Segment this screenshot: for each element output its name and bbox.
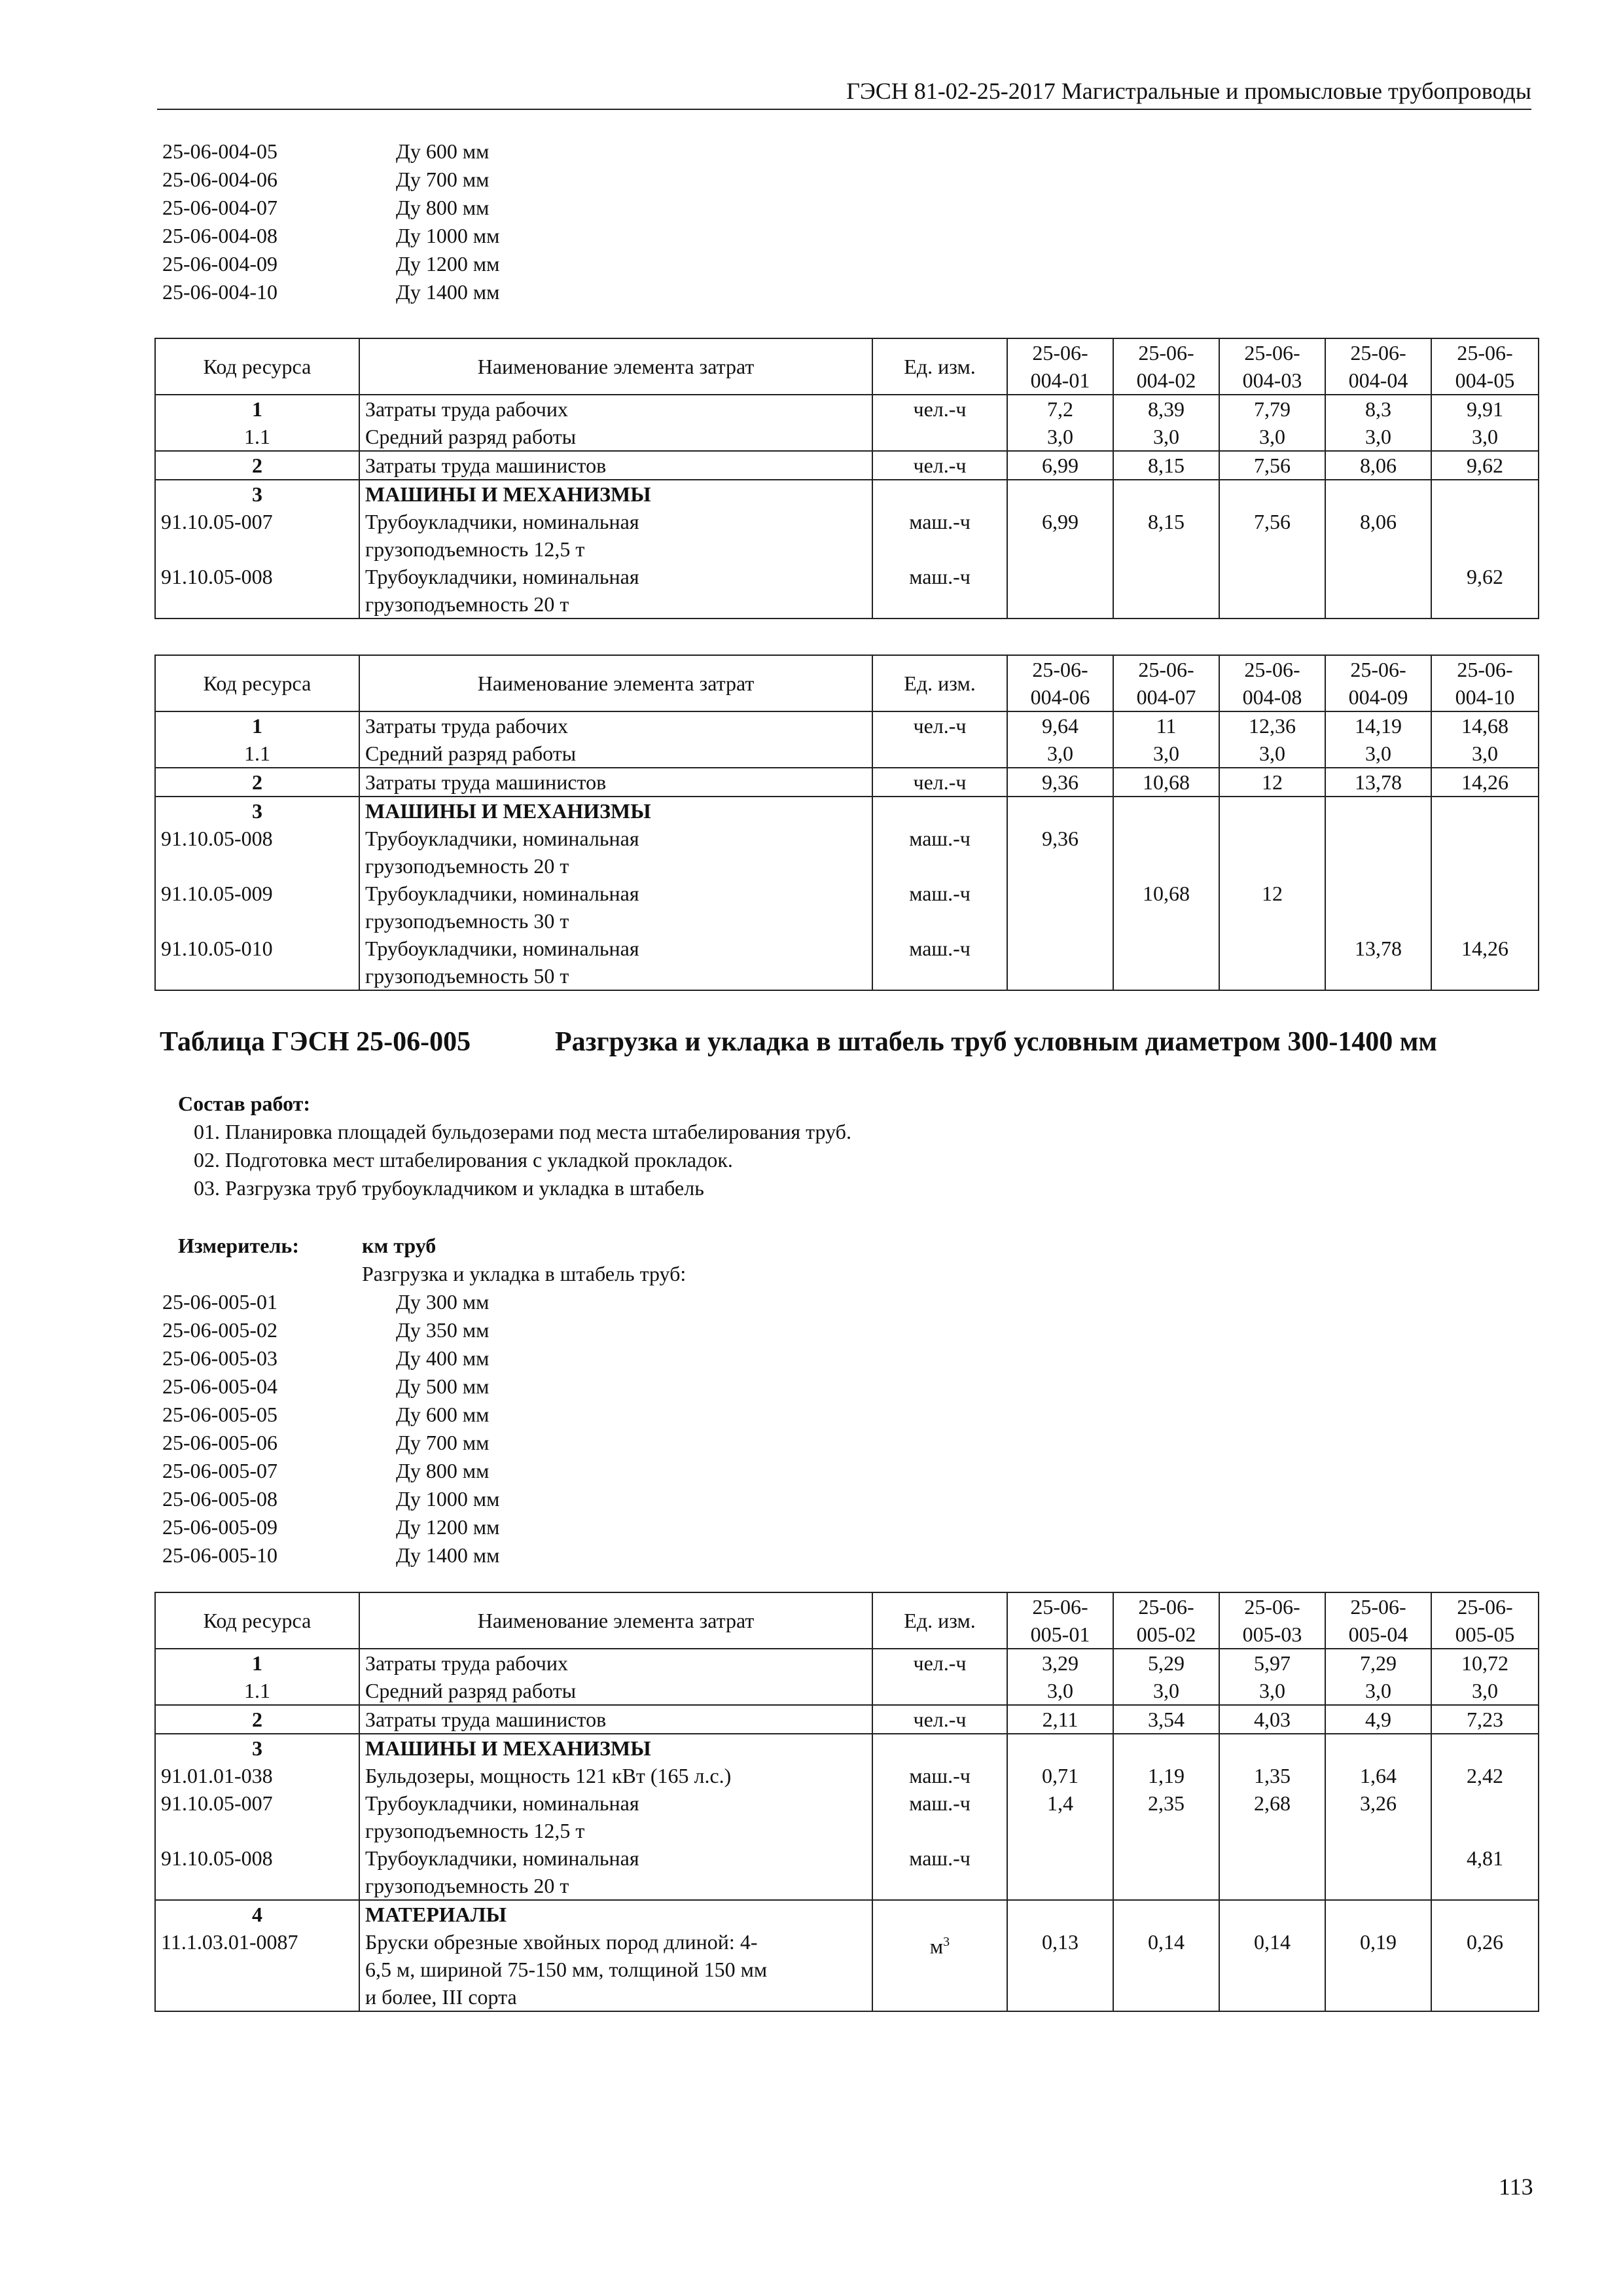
table-row: 1 Затраты труда рабочих чел.-ч 3,29 5,29 5,97 7,29 10,72 [155, 1649, 1539, 1677]
list-item: 25-06-005-01 Ду 300 мм [162, 1290, 490, 1314]
list-item: 25-06-005-04 Ду 500 мм [162, 1374, 490, 1398]
work-item: 02. Подготовка мест штабелирования с укладкой прокладок. [194, 1148, 733, 1172]
norms-table-004-a [154, 338, 1539, 619]
table-row: 3 МАШИНЫ И МЕХАНИЗМЫ [155, 797, 1539, 825]
list-item: 25-06-005-07 Ду 800 мм [162, 1459, 490, 1482]
page-number: 113 [1499, 2174, 1533, 2200]
table-title: Разгрузка и укладка в штабель труб условным диаметром 300-1400 мм [555, 1027, 1438, 1057]
page-header: ГЭСН 81-02-25-2017 Магистральные и промысловые трубопроводы [157, 77, 1531, 110]
table-header-row: Код ресурса Наименование элемента затрат Ед. изм. 25-06- 004-01 25-06- 004-02 25-06- 004-03 25-06- 004-04 25-06- 004-05 [155, 338, 1539, 395]
measurement-value: км труб [362, 1234, 437, 1257]
norms-table-004-b [154, 655, 1539, 991]
list-item: 25-06-004-08 Ду 1000 мм [162, 224, 500, 247]
measurement-description: Разгрузка и укладка в штабель труб: [362, 1262, 687, 1285]
resource-list-top [162, 137, 499, 306]
table-row: 91.10.05-007 Трубоукладчики, номинальная грузоподъемность 12,5 т маш.-ч 1,4 2,35 2,68 3,26 [155, 1789, 1539, 1844]
table-row: 91.10.05-008 Трубоукладчики, номинальная грузоподъемность 20 т маш.-ч 9,36 [155, 825, 1539, 880]
list-item: 25-06-005-10 Ду 1400 мм [162, 1543, 500, 1567]
table-row: 3 МАШИНЫ И МЕХАНИЗМЫ [155, 1734, 1539, 1762]
list-item: 25-06-005-06 Ду 700 мм [162, 1431, 490, 1454]
table-row: 91.10.05-007 Трубоукладчики, номинальная грузоподъемность 12,5 т маш.-ч 6,99 8,15 7,56 8,06 [155, 508, 1539, 563]
table-row: 1 Затраты труда рабочих чел.-ч 7,2 8,39 7,79 8,3 9,91 [155, 395, 1539, 423]
table-row: 3 МАШИНЫ И МЕХАНИЗМЫ [155, 480, 1539, 508]
table-row: 2 Затраты труда машинистов чел.-ч 6,99 8,15 7,56 8,06 9,62 [155, 451, 1539, 480]
table-row: 91.10.05-008 Трубоукладчики, номинальная грузоподъемность 20 т маш.-ч 9,62 [155, 563, 1539, 619]
table-row: 91.10.05-010 Трубоукладчики, номинальная грузоподъемность 50 т маш.-ч 13,78 14,26 [155, 935, 1539, 990]
measurement-unit [178, 1232, 686, 1288]
table-row: 2 Затраты труда машинистов чел.-ч 2,11 3,54 4,03 4,9 7,23 [155, 1705, 1539, 1734]
table-row: 1.1 Средний разряд работы 3,0 3,0 3,0 3,0 3,0 [155, 423, 1539, 451]
list-item: 25-06-004-07 Ду 800 мм [162, 196, 490, 219]
list-item: 25-06-005-03 Ду 400 мм [162, 1346, 490, 1370]
work-item: 01. Планировка площадей бульдозерами под места штабелирования труб. [194, 1120, 851, 1143]
section-title [160, 1026, 1438, 1058]
table-row: 2 Затраты труда машинистов чел.-ч 9,36 10,68 12 13,78 14,26 [155, 768, 1539, 797]
table-row: 91.01.01-038 Бульдозеры, мощность 121 кВт (165 л.с.) маш.-ч 0,71 1,19 1,35 1,64 2,42 [155, 1762, 1539, 1789]
table-header-row: Код ресурса Наименование элемента затрат Ед. изм. 25-06- 004-06 25-06- 004-07 25-06- 004-08 25-06- 004-09 25-06- 004-10 [155, 655, 1539, 711]
table-row: 91.10.05-009 Трубоукладчики, номинальная грузоподъемность 30 т маш.-ч 10,68 12 [155, 880, 1539, 935]
work-item: 03. Разгрузка труб трубоукладчиком и укладка в штабель [194, 1176, 704, 1200]
table-row: 1 Затраты труда рабочих чел.-ч 9,64 11 12,36 14,19 14,68 [155, 711, 1539, 740]
work-composition [178, 1090, 851, 1202]
resource-list-bottom [162, 1288, 499, 1570]
norms-table-005 [154, 1592, 1539, 2012]
table-row: 91.10.05-008 Трубоукладчики, номинальная грузоподъемность 20 т маш.-ч 4,81 [155, 1844, 1539, 1900]
list-item: 25-06-005-09 Ду 1200 мм [162, 1515, 500, 1539]
table-row: 1.1 Средний разряд работы 3,0 3,0 3,0 3,0 3,0 [155, 740, 1539, 768]
list-item: 25-06-004-05 Ду 600 мм [162, 139, 490, 163]
table-row: 1.1 Средний разряд работы 3,0 3,0 3,0 3,0 3,0 [155, 1677, 1539, 1705]
work-composition-title: Состав работ: [178, 1092, 311, 1115]
list-item: 25-06-005-05 Ду 600 мм [162, 1403, 490, 1426]
list-item: 25-06-004-06 Ду 700 мм [162, 168, 490, 191]
table-row: 4 МАТЕРИАЛЫ [155, 1900, 1539, 1928]
table-header-row: Код ресурса Наименование элемента затрат Ед. изм. 25-06- 005-01 25-06- 005-02 25-06- 005-03 25-06- 005-04 25-06- 005-05 [155, 1592, 1539, 1649]
list-item: 25-06-004-10 Ду 1400 мм [162, 280, 500, 304]
list-item: 25-06-004-09 Ду 1200 мм [162, 252, 500, 276]
list-item: 25-06-005-08 Ду 1000 мм [162, 1487, 500, 1511]
list-item: 25-06-005-02 Ду 350 мм [162, 1318, 490, 1342]
table-label: Таблица ГЭСН 25-06-005 [160, 1027, 471, 1057]
table-row: 11.1.03.01-0087 Бруски обрезные хвойных пород длиной: 4- 6,5 м, шириной 75-150 мм, толщиной 150 мм и более, III сорта $м^3$ 0,13 0,14 0,14 0,19 0,26 [155, 1928, 1539, 2011]
measurement-label: Измеритель: [178, 1234, 299, 1257]
